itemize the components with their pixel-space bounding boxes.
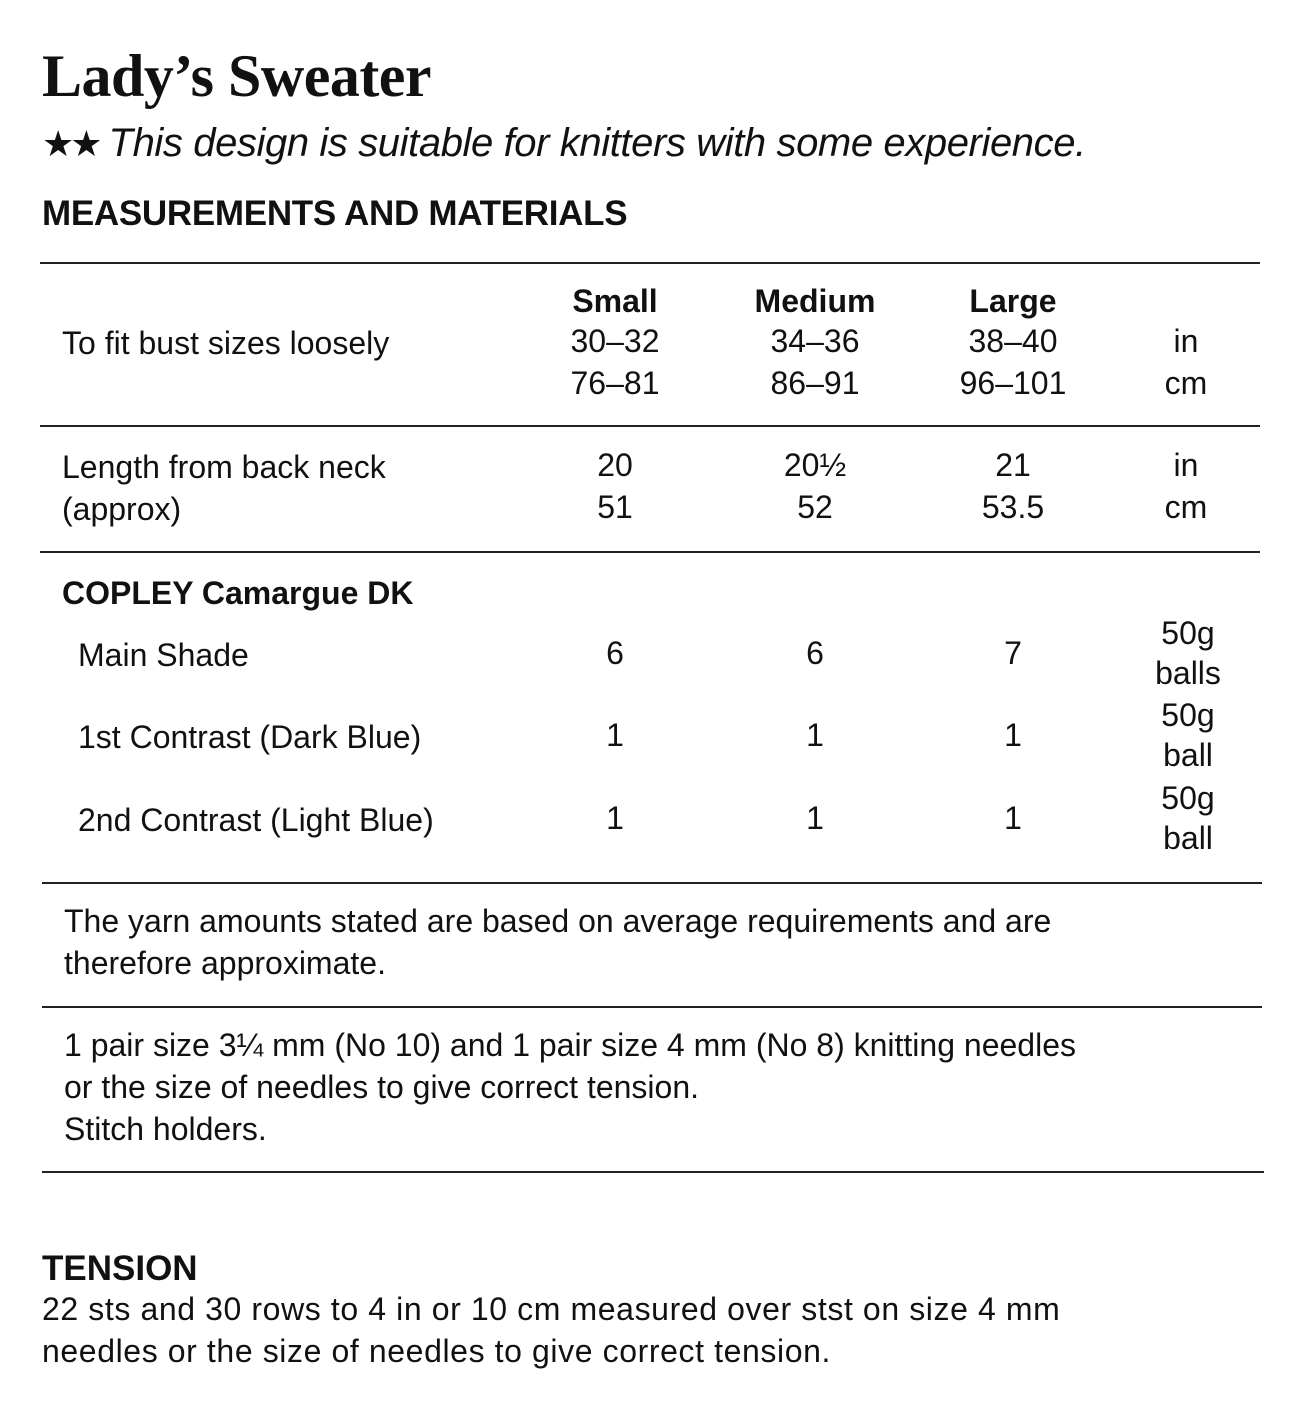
page-title: Lady’s Sweater [42, 43, 432, 109]
length-unit-cm: cm [1164, 489, 1208, 525]
divider [42, 1171, 1264, 1173]
yarn-qty-medium: 1 [806, 717, 824, 753]
difficulty-text: This design is suitable for knitters with some experience. [108, 121, 1086, 165]
bust-in-small: 30–32 [570, 323, 660, 359]
bust-unit-cm: cm [1164, 365, 1208, 401]
length-label-approx: (approx) [62, 491, 182, 527]
yarn-row-label: 2nd Contrast (Light Blue) [78, 802, 434, 838]
yarn-unit-weight: 50g [1161, 697, 1215, 733]
size-heading-large: Large [969, 283, 1057, 319]
yarn-unit-weight: 50g [1161, 780, 1215, 816]
yarn-unit-balls: balls [1155, 655, 1221, 691]
bust-cm-large: 96–101 [959, 365, 1067, 401]
tension-heading: TENSION [42, 1249, 198, 1288]
needles-line: 1 pair size 3¼ mm (No 10) and 1 pair size 4 mm (No 8) knitting needles [64, 1027, 1076, 1063]
section-heading: MEASUREMENTS AND MATERIALS [42, 194, 628, 233]
yarn-qty-large: 7 [1004, 635, 1022, 671]
yarn-unit-balls: ball [1163, 737, 1213, 773]
bust-cm-small: 76–81 [570, 365, 660, 401]
divider [42, 1006, 1262, 1008]
length-cm-medium: 52 [797, 489, 833, 525]
tension-line: needles or the size of needles to give correct tension. [42, 1333, 831, 1369]
length-unit-in: in [1173, 447, 1199, 483]
needles-line: or the size of needles to give correct tension. [64, 1069, 700, 1105]
yarn-qty-large: 1 [1004, 717, 1022, 753]
length-cm-large: 53.5 [981, 489, 1045, 525]
divider [40, 551, 1260, 553]
size-heading-small: Small [572, 283, 658, 319]
yarn-unit-balls: ball [1163, 820, 1213, 856]
difficulty-note [42, 117, 1086, 170]
yarn-qty-large: 1 [1004, 800, 1022, 836]
yarn-heading: COPLEY Camargue DK [62, 575, 414, 611]
length-cm-small: 51 [597, 489, 633, 525]
bust-label: To fit bust sizes loosely [62, 325, 390, 361]
size-heading-medium: Medium [754, 283, 876, 319]
yarn-row-label: Main Shade [78, 637, 249, 673]
yarn-qty-medium: 1 [806, 800, 824, 836]
bust-cm-medium: 86–91 [770, 365, 860, 401]
yarn-row-label: 1st Contrast (Dark Blue) [78, 719, 422, 755]
difficulty-stars-icon: ★★ [42, 123, 99, 164]
length-in-large: 21 [995, 447, 1031, 483]
divider [40, 262, 1260, 264]
yarn-qty-medium: 6 [806, 635, 824, 671]
divider [42, 882, 1262, 884]
yarn-unit-weight: 50g [1161, 615, 1215, 651]
bust-unit-in: in [1173, 323, 1199, 359]
yarn-qty-small: 6 [606, 635, 624, 671]
yarn-note-line: therefore approximate. [64, 945, 386, 981]
bust-in-medium: 34–36 [770, 323, 860, 359]
yarn-qty-small: 1 [606, 717, 624, 753]
bust-in-large: 38–40 [968, 323, 1058, 359]
tension-line: 22 sts and 30 rows to 4 in or 10 cm measured over stst on size 4 mm [42, 1291, 1061, 1327]
length-in-medium: 20½ [783, 447, 847, 483]
yarn-qty-small: 1 [606, 800, 624, 836]
divider [40, 425, 1260, 427]
needles-line: Stitch holders. [64, 1111, 267, 1147]
length-in-small: 20 [597, 447, 633, 483]
length-label: Length from back neck [62, 449, 386, 485]
yarn-note-line: The yarn amounts stated are based on average requirements and are [64, 903, 1052, 939]
